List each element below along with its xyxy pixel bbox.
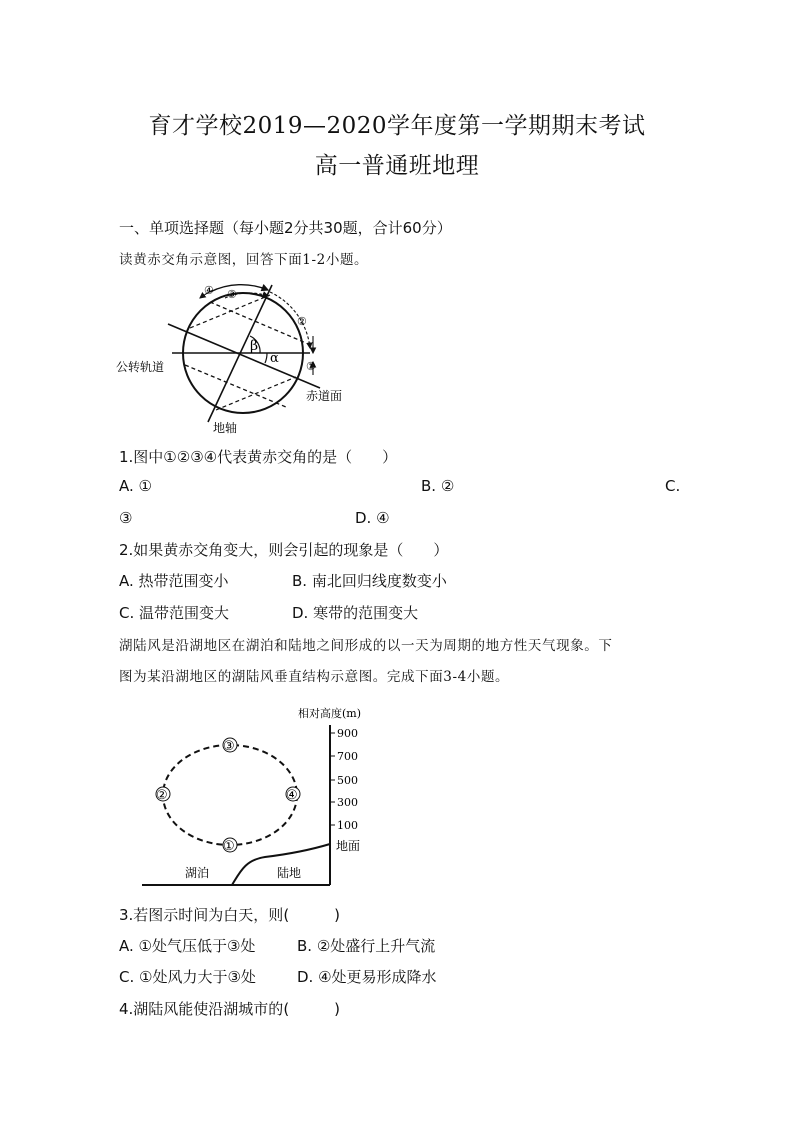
q2-option-d[interactable]: D. 寒带的范围变大 (292, 604, 419, 622)
q1-option-d[interactable]: D. ④ (355, 509, 390, 527)
mark-1: ① (306, 360, 316, 373)
tick-100: 100 (337, 819, 358, 832)
mark-2: ② (156, 788, 168, 803)
q2-option-a[interactable]: A. 热带范围变小 (119, 572, 229, 590)
q2-option-b[interactable]: B. 南北回归线度数变小 (292, 572, 447, 590)
q3-option-c[interactable]: C. ①处风力大于③处 (119, 968, 256, 986)
ground-label: 地面 (336, 839, 361, 853)
q1-option-a[interactable]: A. ① (119, 477, 152, 495)
exam-title: 育才学校2019—2020学年度第一学期期末考试 (148, 113, 646, 139)
mark-3: ③ (223, 739, 235, 754)
intro-q3-4-line1: 湖陆风是沿湖地区在湖泊和陆地之间形成的以一天为周期的地方性天气现象。下 (119, 638, 613, 654)
land-label: 陆地 (277, 866, 302, 880)
lake-breeze-diagram (140, 700, 380, 890)
q3-option-b[interactable]: B. ②处盛行上升气流 (297, 937, 436, 955)
mark-2: ② (297, 315, 307, 328)
orbit-label: 公转轨道 (116, 360, 165, 374)
q1-option-c-mark[interactable]: ③ (119, 509, 133, 527)
q1-option-b[interactable]: B. ② (421, 477, 455, 495)
q4-stem: 4.湖陆风能使沿湖城市的( ) (119, 1000, 341, 1018)
lake-label: 湖泊 (185, 866, 210, 880)
q3-option-a[interactable]: A. ①处气压低于③处 (119, 937, 256, 955)
alpha-label: α (270, 351, 279, 366)
intro-q3-4-line2: 图为某沿湖地区的湖陆风垂直结构示意图。完成下面3-4小题。 (119, 669, 510, 685)
q1-stem: 1.图中①②③④代表黄赤交角的是（ ） (119, 448, 398, 466)
equator-label: 赤道面 (306, 389, 343, 403)
tick-700: 700 (337, 750, 358, 763)
q3-option-d[interactable]: D. ④处更易形成降水 (297, 968, 437, 986)
q3-stem: 3.若图示时间为白天，则( ) (119, 906, 341, 924)
tropic-line (185, 365, 286, 407)
mark-4: ④ (204, 284, 214, 297)
section-heading: 一、单项选择题（每小题2分共30题，合计60分） (119, 219, 452, 237)
intro-q1-2: 读黄赤交角示意图，回答下面1-2小题。 (119, 252, 369, 268)
mark-3: ③ (227, 288, 237, 301)
exam-subtitle: 高一普通班地理 (314, 153, 480, 179)
tick-900: 900 (337, 727, 358, 740)
mark-4: ④ (286, 788, 298, 803)
q2-stem: 2.如果黄赤交角变大，则会引起的现象是（ ） (119, 541, 449, 559)
beta-label: β (250, 338, 259, 354)
mark-1: ① (223, 839, 235, 854)
tick-500: 500 (337, 774, 358, 787)
axis-title: 相对高度(m) (298, 707, 362, 720)
q2-option-c[interactable]: C. 温带范围变大 (119, 604, 230, 622)
obliquity-diagram (110, 280, 370, 435)
equator-line (168, 324, 320, 388)
axis-label: 地轴 (213, 421, 238, 435)
circulation-ellipse (163, 745, 297, 845)
polar-line (216, 377, 296, 410)
tick-300: 300 (337, 796, 358, 809)
q1-option-c-label[interactable]: C. (665, 477, 681, 495)
